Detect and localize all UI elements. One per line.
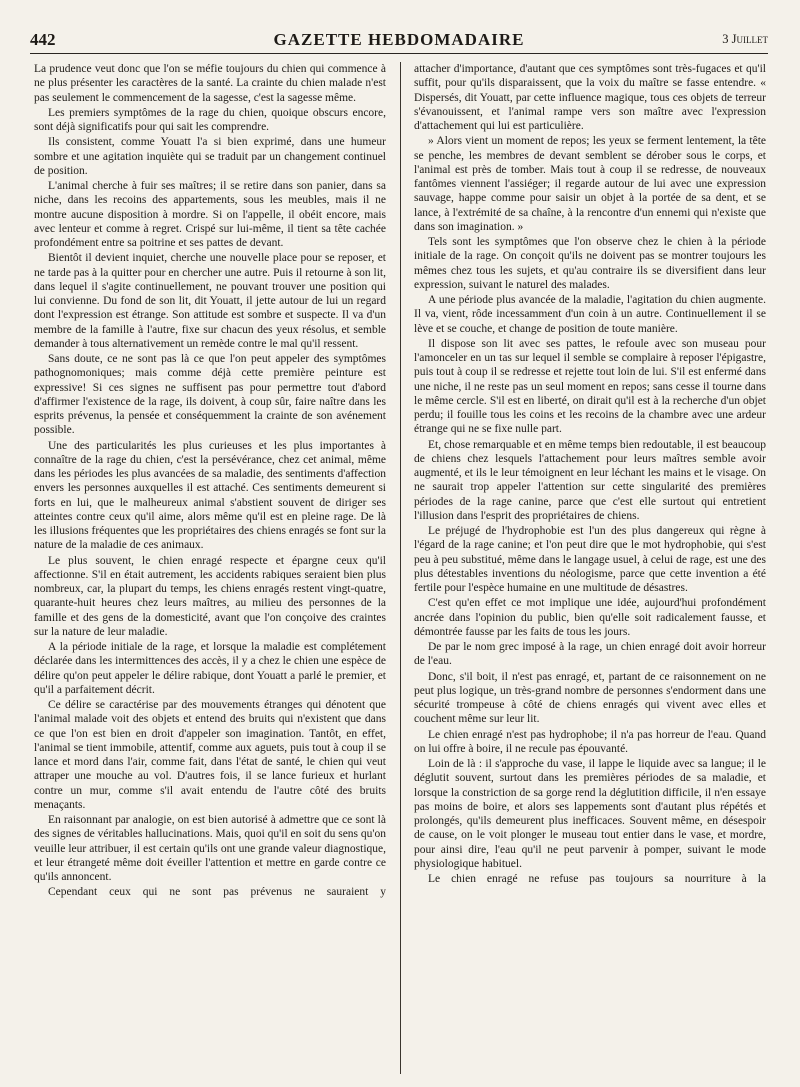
paragraph: L'animal cherche à fuir ses maîtres; il se retire dans son panier, dans sa niche, dans les recoins des appartements, sous les meubles, mais il ne montre aucune disposition à mordre. Si on l'appelle, il obéit encore, mais avec lenteur et comme à regret. Crispé sur lui-même, il tient sa tête cachée profondément entre sa poitrine et ses pattes de devant. bbox=[34, 180, 386, 249]
paragraph: attacher d'importance, d'autant que ces symptômes sont très-fugaces et qu'il suffit, pour qu'ils disparaissent, que la voix du maître se fasse entendre. « Dispersés, dit Youatt, par cette influence magique, tous ces objets de terreur s'évanouissent, et l'animal rampe vers son maître avec l'expression d'attachement qui lui est particulière. bbox=[414, 63, 766, 132]
paragraph: Tels sont les symptômes que l'on observe chez le chien à la période initiale de la rage. On conçoit qu'ils ne doivent pas se montrer toujours les mêmes chez tous les sujets, et qu'au contraire ils se diversifient dans leur expression, suivant le naturel des malades. bbox=[414, 236, 766, 291]
paragraph: Ce délire se caractérise par des mouvements étranges qui dénotent que l'animal malade voit des objets et entend des bruits qui n'existent que dans ce que l'on est bien en droit d'appeler son imagination. Tantôt, en effet, l'animal se tient immobile, attentif, comme aux aguets, puis tout à coup il se lance et mord dans l'air, comme fait, dans l'état de santé, le chien qui veut attraper une mouche au vol. D'autres fois, il se lance furieux et hurlant contre un mur, comme s'il avait entendu de l'autre côté des bruits menaçants. bbox=[34, 699, 386, 811]
page-number: 442 bbox=[30, 30, 56, 49]
paragraph: Le chien enragé ne refuse pas toujours sa nourriture à la bbox=[428, 873, 766, 885]
paragraph: De par le nom grec imposé à la rage, un chien enragé doit avoir horreur de l'eau. bbox=[414, 641, 766, 668]
paragraph: Le plus souvent, le chien enragé respecte et épargne ceux qu'il affectionne. S'il en était autrement, les accidents rabiques seraient bien plus nombreux, car, la plupart du temps, les chiens enragés restent vingt-quatre, quarante-huit heures chez leurs maîtres, au milieu des personnes de la famille et des gens de la domesticité, avant que l'on conçoive des craintes sur la nature de leur maladie. bbox=[34, 554, 386, 638]
paragraph: En raisonnant par analogie, on est bien autorisé à admettre que ce sont là des signes de véritables hallucinations. Mais, quoi qu'il en soit du sens qu'on veuille leur attribuer, il est certain qu'ils ont une grande valeur diagnostique, et leur étrangeté même doit éveiller l'attention et mettre en garde contre ce qu'ils annoncent. bbox=[34, 814, 386, 883]
paragraph: Une des particularités les plus curieuses et les plus importantes à connaître de la rage du chien, c'est la persévérance, chez cet animal, même dans les périodes les plus avancées de sa maladie, des sentiments d'affection envers les personnes auxquelles il est attaché. Ces sentiments demeurent si forts en lui, que le malheureux animal s'abstient souvent de diriger ses atteintes contre ceux qu'il aime, alors même qu'il est en pleine rage. De là les illusions fréquentes que les propriétaires des chiens enragés se font sur la nature de la maladie de ces animaux. bbox=[34, 439, 386, 552]
paragraph: » Alors vient un moment de repos; les yeux se ferment lentement, la tête se penche, les membres de devant semblent se dérober sous le corps, et l'animal est près de tomber. Mais tout à coup il se redresse, de nouveaux fantômes viennent l'assiéger; il regarde autour de lui avec une expression sauvage, happe comme pour saisir un objet à la portée de sa dent, et se lance, à l'extrémité de sa chaîne, à la rencontre d'un ennemi qui n'existe que dans son imagination. » bbox=[414, 135, 766, 233]
header-rule bbox=[30, 53, 768, 54]
column-divider bbox=[400, 62, 401, 1074]
paragraph: Cependant ceux qui ne sont pas prévenus ne sauraient y bbox=[48, 886, 386, 899]
paragraph: Sans doute, ce ne sont pas là ce que l'on peut appeler des symptômes pathognomoniques; mais comme déjà cette première peinture est expressive! Si ces signes ne suffisent pas pour permettre tout d'abord d'affirmer l'existence de la rage, ils doivent, à coup sûr, faire naître dans les esprits prévenus, la pensée et conséquemment la crainte de son avénement possible. bbox=[34, 353, 386, 437]
paragraph: C'est qu'en effet ce mot implique une idée, aujourd'hui profondément ancrée dans l'opinion du public, bien qu'elle soit radicalement fausse, et démontrée fausse par les faits de tous les jours. bbox=[414, 597, 766, 638]
paragraph: A la période initiale de la rage, et lorsque la maladie est complétement déclarée dans les intermittences des accès, il y a chez le chien une espèce de délire qu'on peut appeler le délire rabique, dont Youatt a parlé le premier, et qu'il a parfaitement décrit. bbox=[34, 641, 386, 696]
journal-title: GAZETTE HEBDOMADAIRE bbox=[273, 30, 525, 49]
paragraph: Et, chose remarquable et en même temps bien redoutable, il est beaucoup de chiens chez lesquels l'attachement pour leurs maîtres semble avoir augmenté, et ils le leur témoignent en leur léchant les mains et le visage. On ne saurait trop appeler l'attention sur cette singularité des premières périodes de la rage canine, parce que c'est elle surtout qui entretient l'illusion dans l'esprit des propriétaires de chiens. bbox=[414, 438, 766, 522]
paragraph: Bientôt il devient inquiet, cherche une nouvelle place pour se reposer, et ne tarde pas à la quitter pour en chercher une autre. Puis il retourne à son lit, dans lequel il s'agite continuellement, ne pouvant trouver une position qui lui convienne. Du fond de son lit, dit Youatt, il jette autour de lui un regard dont l'expression est étrange. Son attitude est sombre et suspecte. Il va d'un membre de la famille à l'autre, fixe sur chacun des yeux résolus, et semble demander à tous alternativement un remède contre le mal qu'il ressent. bbox=[34, 252, 386, 350]
paragraph: Donc, s'il boit, il n'est pas enragé, et, partant de ce raisonnement on ne peut plus logique, un très-grand nombre de personnes s'endorment dans une sécurité trompeuse à côté de chiens enragés qui vivent avec elles et couchent même sur leur lit. bbox=[414, 670, 766, 726]
paragraph: Il dispose son lit avec ses pattes, le refoule avec son museau pour l'amonceler en un tas sur lequel il semble se complaire à reposer l'épigastre, puis tout à coup il se redresse et rejette tout loin de lui. S'il est enfermé dans une niche, il ne reste pas un seul moment en repos; sans cesse il tourne dans le même cercle. S'il est en liberté, on dirait qu'il est à la recherche d'un objet perdu; il fouille tous les coins et les recoins de la chambre avec une ardeur étrange qui ne se fixe nulle part. bbox=[414, 337, 766, 436]
paragraph: La prudence veut donc que l'on se méfie toujours du chien qui commence à ne plus présenter les caractères de la santé. La crainte du chien malade n'est pas seulement le commencement de la sagesse, c'est la sagesse même. bbox=[34, 63, 386, 104]
paragraph: A une période plus avancée de la maladie, l'agitation du chien augmente. Il va, vient, rôde incessamment d'un coin à un autre. Continuellement il se lève et se couche, et change de position de toute manière. bbox=[414, 294, 766, 335]
paragraph: Ils consistent, comme Youatt l'a si bien exprimé, dans une humeur sombre et une agitation inquiète qui se traduit par un changement continuel de position. bbox=[34, 136, 386, 177]
paragraph: Le chien enragé n'est pas hydrophobe; il n'a pas horreur de l'eau. Quand on lui offre à boire, il ne recule pas épouvanté. bbox=[414, 728, 766, 755]
left-column bbox=[34, 62, 386, 1074]
paragraph: Le préjugé de l'hydrophobie est l'un des plus dangereux qui règne à l'égard de la rage canine; et l'on peut dire que le mot hydrophobie, qui s'est peu à peu substitué, même dans le langage usuel, à celui de rage, est une des plus détestables inventions du néologisme, parce que cette invention a été fertile pour l'espèce humaine en une multitude de désastres. bbox=[414, 525, 766, 594]
paragraph: Loin de là : il s'approche du vase, il lappe le liquide avec sa langue; il le déglutit souvent, surtout dans les premières périodes de sa maladie, et lorsque la constriction de sa gorge rend la déglutition difficile, il n'en essaye pas moins de boire, et alors ses lappements sont d'autant plus répétés et prolongés, qu'ils demeurent plus inefficaces. Souvent même, en désespoir de cause, on le voit plonger le museau tout entier dans le vase, et mordre, pour ainsi dire, l'eau qu'il ne peut parvenir à pomper, suivant le mode physiologique habituel. bbox=[414, 758, 766, 870]
page-header bbox=[30, 28, 768, 52]
issue-date: 3 Juillet bbox=[722, 32, 768, 46]
paragraph: Les premiers symptômes de la rage du chien, quoique obscurs encore, sont déjà significatifs pour qui sait les comprendre. bbox=[34, 106, 386, 133]
right-column bbox=[414, 62, 766, 1074]
